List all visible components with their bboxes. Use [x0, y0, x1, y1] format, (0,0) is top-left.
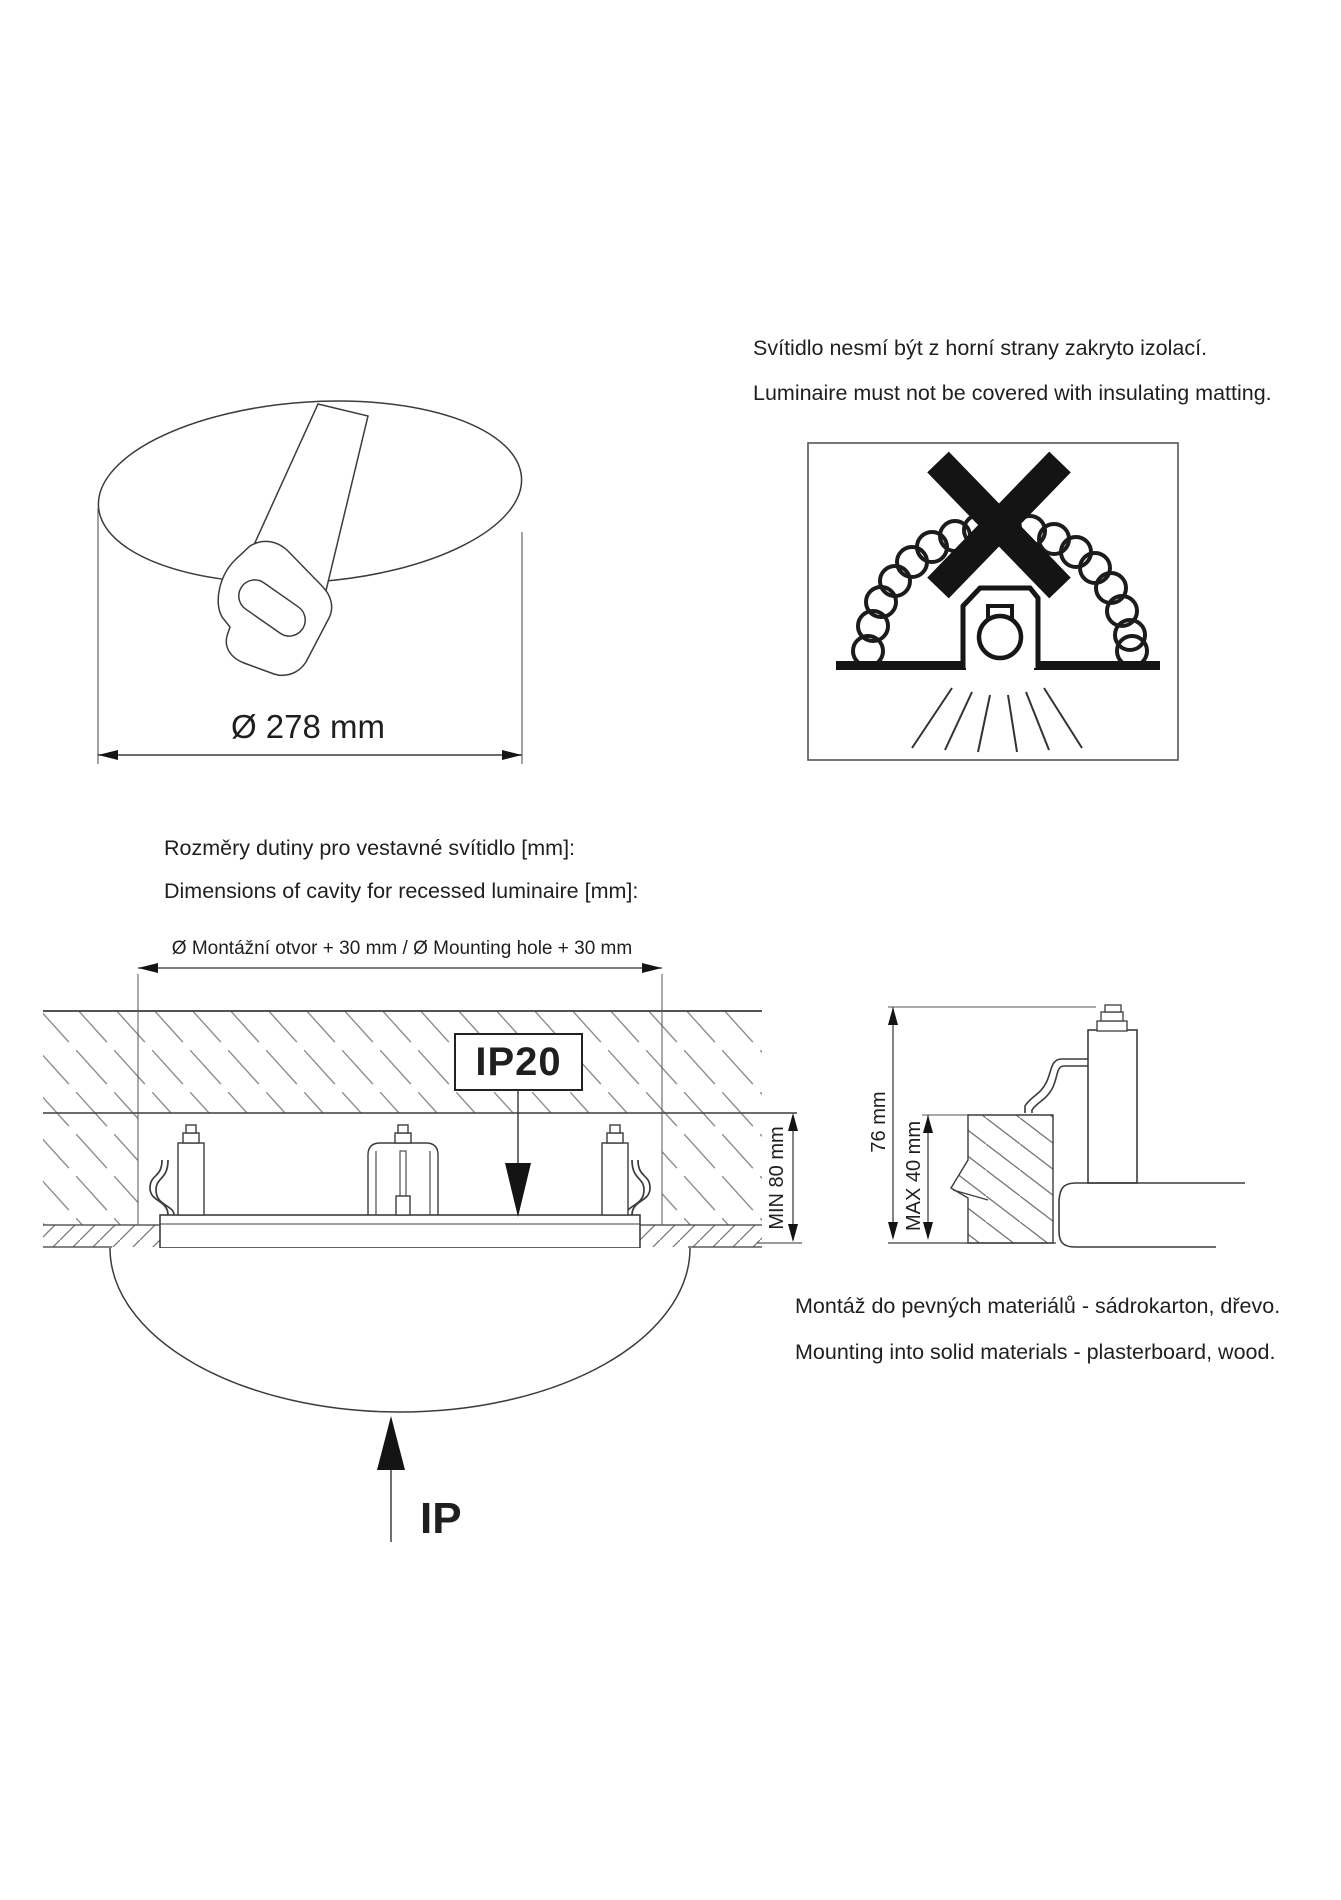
ceiling-strip-left [43, 1225, 163, 1247]
center-adjuster-bracket [368, 1125, 438, 1215]
mounting-hole-dimension-label: Ø Montážní otvor + 30 mm / Ø Mounting hole + 30 mm [171, 938, 633, 959]
diameter-dimension-label: Ø 278 mm [230, 708, 386, 745]
height-76mm-dimension-label: 76 mm [867, 1091, 890, 1153]
ceiling-strip-right [637, 1225, 762, 1247]
mounting-post-left [178, 1125, 204, 1215]
max-thickness-dimension-label: MAX 40 mm [902, 1120, 925, 1232]
ip-label: IP [420, 1494, 462, 1543]
cavity-cross-section-drawing [43, 963, 802, 1542]
cavity-heading-en: Dimensions of cavity for recessed luminaire [mm]: [164, 879, 639, 903]
ceiling-bar-left [836, 661, 966, 670]
mounting-post-right [602, 1125, 628, 1215]
min-depth-dimension-label: MIN 80 mm [765, 1126, 788, 1230]
detail-flange [1059, 1183, 1245, 1247]
material-right-block [662, 1113, 762, 1225]
warning-text-en: Luminaire must not be covered with insulating matting. [753, 381, 1272, 405]
detail-spring-clip [1025, 1059, 1088, 1113]
insulation-warning-diagram [808, 443, 1178, 760]
glass-dome [110, 1248, 690, 1412]
warning-text-cs: Svítidlo nesmí být z horní strany zakryto izolací. [753, 336, 1208, 360]
detail-post [1088, 1005, 1137, 1183]
side-mounting-detail-drawing [888, 1005, 1245, 1247]
spring-clip-right [626, 1160, 650, 1215]
ip-arrow [377, 1416, 405, 1542]
ceiling-bar-right [1034, 661, 1160, 670]
mounting-note-en: Mounting into solid materials - plasterboard, wood. [795, 1340, 1276, 1364]
cavity-heading-cs: Rozměry dutiny pro vestavné svítidlo [mm]: [164, 836, 576, 860]
material-band [43, 1011, 762, 1113]
spring-clip-left [150, 1160, 174, 1215]
bulb [979, 616, 1021, 658]
mounting-board [951, 1115, 1053, 1243]
luminaire-frame [160, 1215, 640, 1248]
dim-arrow-right [502, 750, 522, 760]
ip20-arrowhead [505, 1163, 531, 1217]
mounting-note-cs: Montáž do pevných materiálů - sádrokarton, dřevo. [795, 1294, 1281, 1318]
dim-arrow-left [98, 750, 118, 760]
ip20-label: IP20 [475, 1039, 562, 1084]
material-left-block [43, 1113, 138, 1225]
